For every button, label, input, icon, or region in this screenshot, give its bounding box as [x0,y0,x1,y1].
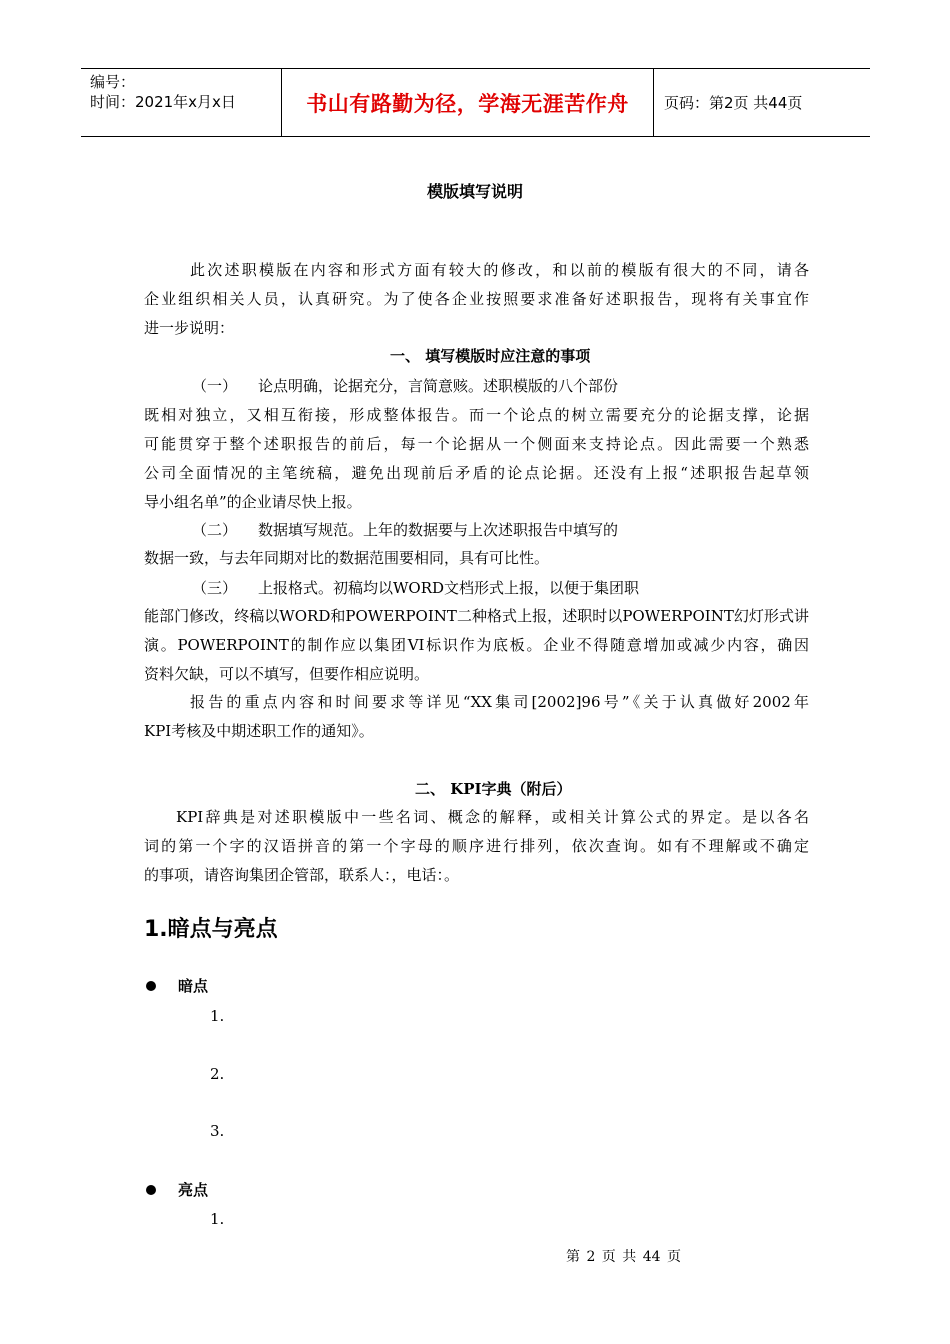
motto: 书山有路勤为径，学海无涯苦作舟 [306,91,629,116]
note-line: 报告的重点内容和时间要求等详见“XX集司[2002]96号”《关于认真做好2002年 [190,693,809,711]
intro-line: 此次述职模版在内容和形式方面有较大的修改，和以前的模版有很大的不同，请各 [190,261,809,279]
item1-lead: 论点明确，论据充分，言简意赅。述职模版的八个部份 [258,377,619,395]
item2-lead: 数据填写规范。上年的数据要与上次述职报告中填写的 [258,521,619,539]
item1-line: 公司全面情况的主笔统稿，避免出现前后矛盾的论点论据。还没有上报“述职报告起草领 [144,464,809,482]
note-line: KPI考核及中期述职工作的通知》。 [144,722,374,740]
header-page-cell [654,69,870,136]
item1-line: 既相对独立，又相互衔接，形成整体报告。而一个论点的树立需要充分的论据支撑，论据 [144,406,809,424]
item2-body [144,544,809,573]
number-label: 编号： [90,73,136,91]
intro-line: 企业组织相关人员，认真研究。为了使各企业按照要求准备好述职报告，现将有关事宜作 [144,290,809,308]
intro-line: 进一步说明： [144,319,235,337]
heading-dark-bright: 1.暗点与亮点 [144,917,278,942]
bullet-dot-icon [146,981,156,991]
time-label: 时间：2021年x月x日 [90,93,236,111]
dark-item: 2. [210,1065,225,1083]
item3-body [144,602,809,689]
item3-line: 能部门修改，终稿以WORD和POWERPOINT二种格式上报，述职时以POWERPOINT幻灯形式讲 [144,607,809,625]
page-header [81,68,870,137]
page-title: 模版填写说明 [426,182,523,201]
header-motto-cell [282,69,654,136]
bullet-dot-icon [146,1185,156,1195]
dark-item: 1. [210,1007,225,1025]
intro-paragraph [144,256,809,343]
kpi-line: 词的第一个字的汉语拼音的第一个字母的顺序进行排列，依次查询。如有不理解或不确定 [144,837,809,855]
section-heading-1: 一、 填写模版时应注意的事项 [390,347,591,365]
item3-line: 资料欠缺，可以不填写，但要作相应说明。 [144,665,430,683]
page-info: 页码：第2页 共44页 [664,94,803,112]
header-meta-cell [81,69,282,136]
dark-points-label: 暗点 [178,977,209,995]
kpi-line: KPI辞典是对述职模版中一些名词、概念的解释，或相关计算公式的界定。是以各名 [176,808,809,826]
item3-line: 演。POWERPOINT的制作应以集团VI标识作为底板。企业不得随意增加或减少内容，确因 [144,636,809,654]
note-paragraph [144,688,809,746]
item1-body [144,401,809,517]
bright-points-label: 亮点 [178,1181,209,1199]
item3-label: （三） [192,579,238,597]
item2-label: （二） [192,521,238,539]
kpi-paragraph [144,803,809,890]
item1-label: （一） [192,377,238,395]
page-footer: 第 2 页 共 44 页 [566,1249,681,1265]
dark-points-bullet [146,975,208,996]
dark-item: 3. [210,1122,225,1140]
item2-line: 数据一致，与去年同期对比的数据范围要相同，具有可比性。 [144,549,550,567]
item1-line: 可能贯穿于整个述职报告的前后，每一个论据从一个侧面来支持论点。因此需要一个熟悉 [144,435,809,453]
kpi-line: 的事项，请咨询集团企管部，联系人：，电话：。 [144,866,460,884]
section-heading-2: 二、 KPI字典（附后） [415,780,572,798]
item3-lead: 上报格式。初稿均以WORD文档形式上报，以便于集团职 [258,579,640,597]
bright-points-bullet [146,1179,208,1200]
item1-line: 导小组名单”的企业请尽快上报。 [144,493,362,511]
bright-item: 1. [210,1210,225,1228]
